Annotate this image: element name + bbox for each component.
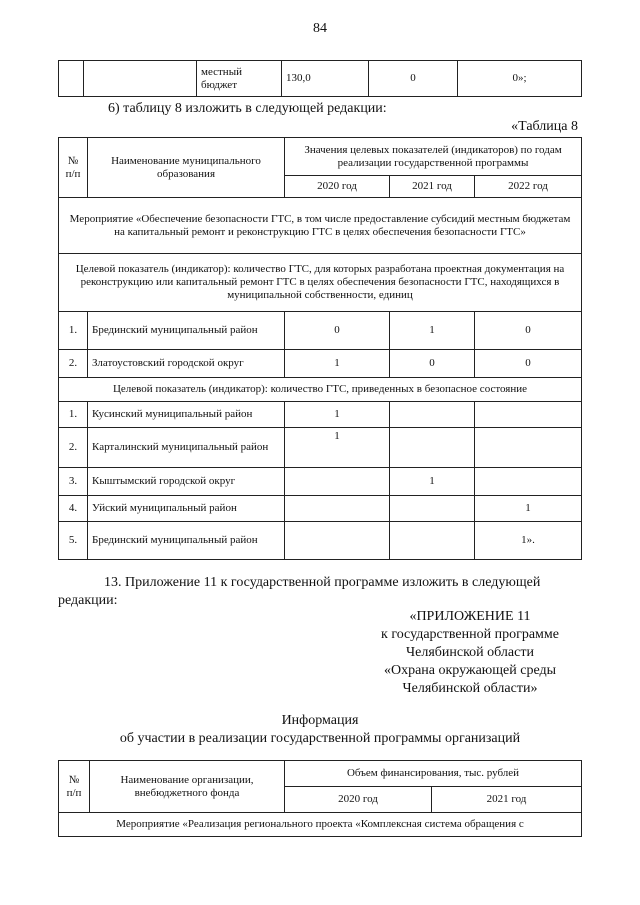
page-number: 84 — [313, 21, 327, 36]
table-row — [59, 350, 582, 378]
row-2022 — [475, 402, 582, 428]
item-13-line-2: редакции: — [58, 593, 118, 608]
t8-year-2022: 2022 год — [475, 176, 582, 198]
appendix-line-2: к государственной программе — [381, 627, 559, 642]
organizations-table — [58, 760, 582, 837]
prev-cell-num — [59, 61, 84, 97]
appendix-block — [340, 608, 600, 698]
row-2020: 1 — [285, 428, 390, 468]
table-row — [59, 522, 582, 560]
row-num: 3. — [59, 468, 88, 496]
row-2022: 1». — [475, 522, 582, 560]
row-num: 4. — [59, 496, 88, 522]
row-name: Уйский муниципальный район — [88, 496, 285, 522]
info-title: Информация — [281, 713, 359, 728]
intro-line: 6) таблицу 8 изложить в следующей редакции: — [108, 101, 387, 116]
row-2022: 0 — [475, 312, 582, 350]
info-subtitle: об участии в реализации государственной программы организаций — [119, 731, 521, 746]
table-row — [59, 468, 582, 496]
row-name: Карталинский муниципальный район — [88, 428, 285, 468]
appendix-line-3: Челябинской области — [406, 645, 534, 660]
t8-indicator-2: Целевой показатель (индикатор): количество ГТС, приведенных в безопасное состояние — [59, 378, 582, 402]
row-2021 — [390, 402, 475, 428]
table-row — [59, 402, 582, 428]
row-2021: 0 — [390, 350, 475, 378]
t8-header-name: Наименование муниципального образования — [88, 138, 285, 198]
t8-indicator-1: Целевой показатель (индикатор): количество ГТС, для которых разработана проектная документация на реконструкцию или капитальный ремонт ГТС в целях обеспечения безопасности ГТС, находящихся в муниципальной собственности, единиц — [59, 254, 582, 312]
t8-header-values: Значения целевых показателей (индикаторов) по годам реализации государственной программы — [285, 138, 582, 176]
item-13-line-1: 13. Приложение 11 к государственной программе изложить в следующей — [104, 575, 541, 590]
row-name: Кусинский муниципальный район — [88, 402, 285, 428]
row-2022 — [475, 428, 582, 468]
row-num: 5. — [59, 522, 88, 560]
row-2020: 1 — [285, 402, 390, 428]
row-2021: 1 — [390, 312, 475, 350]
row-2020 — [285, 468, 390, 496]
table-8 — [58, 137, 582, 560]
row-name: Златоустовский городской округ — [88, 350, 285, 378]
row-name: Брединский муниципальный район — [88, 312, 285, 350]
row-2022: 0 — [475, 350, 582, 378]
row-name: Брединский муниципальный район — [88, 522, 285, 560]
t8-event: Мероприятие «Обеспечение безопасности ГТС, в том числе предоставление субсидий местным бюджетам на капитальный ремонт и реконструкцию ГТС в целях обеспечения безопасности ГТС» — [59, 198, 582, 254]
row-name: Кыштымский городской округ — [88, 468, 285, 496]
row-2021 — [390, 428, 475, 468]
t2-year-2020: 2020 год — [285, 787, 432, 813]
appendix-line-5: Челябинской области» — [402, 681, 538, 696]
row-2021 — [390, 496, 475, 522]
t2-header-num: № п/п — [59, 761, 90, 813]
t2-year-2021: 2021 год — [432, 787, 582, 813]
t2-header-name: Наименование организации, внебюджетного фонда — [90, 761, 285, 813]
row-2020 — [285, 496, 390, 522]
appendix-title: «ПРИЛОЖЕНИЕ 11 — [409, 609, 531, 624]
t2-event: Мероприятие «Реализация регионального проекта «Комплексная система обращения с — [59, 813, 582, 837]
t2-header-volume: Объем финансирования, тыс. рублей — [285, 761, 582, 787]
row-num: 1. — [59, 312, 88, 350]
prev-cell-val2: 0 — [369, 61, 458, 97]
row-2020: 0 — [285, 312, 390, 350]
row-num: 2. — [59, 428, 88, 468]
t8-year-2021: 2021 год — [390, 176, 475, 198]
row-2022: 1 — [475, 496, 582, 522]
row-2020 — [285, 522, 390, 560]
t8-header-num: № п/п — [59, 138, 88, 198]
row-num: 1. — [59, 402, 88, 428]
table8-label: «Таблица 8 — [511, 119, 578, 134]
row-2022 — [475, 468, 582, 496]
row-num: 2. — [59, 350, 88, 378]
row-2020: 1 — [285, 350, 390, 378]
prev-cell-source: местный бюджет — [197, 61, 282, 97]
prev-cell-name — [84, 61, 197, 97]
row-2021: 1 — [390, 468, 475, 496]
previous-table-fragment — [58, 60, 582, 97]
prev-cell-val1: 130,0 — [282, 61, 369, 97]
table-row — [59, 428, 582, 468]
row-2021 — [390, 522, 475, 560]
appendix-line-4: «Охрана окружающей среды — [383, 663, 557, 678]
prev-cell-val3: 0»; — [458, 61, 582, 97]
t8-year-2020: 2020 год — [285, 176, 390, 198]
table-row — [59, 496, 582, 522]
table-row — [59, 312, 582, 350]
